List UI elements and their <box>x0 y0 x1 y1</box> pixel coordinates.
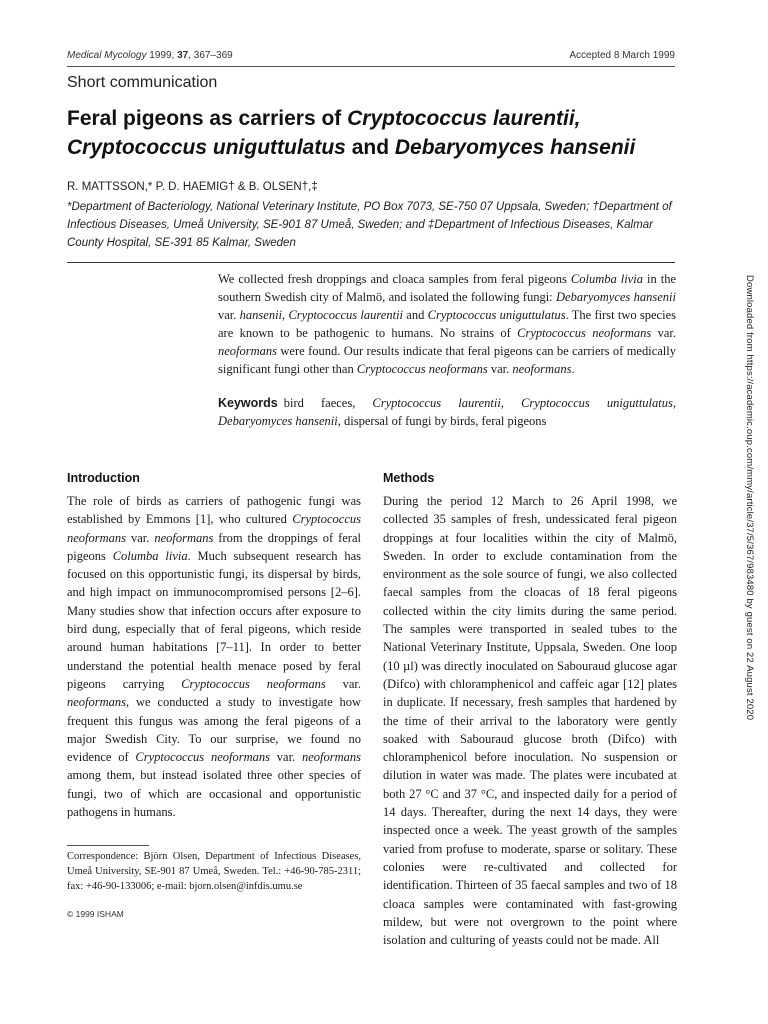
keyword-species: Cryptococcus uniguttulatus <box>521 396 673 410</box>
copyright: © 1999 ISHAM <box>67 909 124 919</box>
intro-text: from the droppings of feral pigeons <box>67 530 361 563</box>
abstract-species: hansenii <box>239 308 283 322</box>
intro-species: Cryptococcus neoformans <box>181 676 326 691</box>
intro-text: var. <box>269 750 302 765</box>
abstract-species: neoformans <box>218 344 278 358</box>
title-species: Debaryomyces hansenii <box>394 136 636 159</box>
keyword-text: , <box>672 396 676 410</box>
intro-text: The role of birds as carriers of pathogenic fungi was established by Emmons [1], who cultured <box>67 494 361 527</box>
abstract-text: var. <box>651 326 676 340</box>
abstract-species: Columba livia <box>570 272 643 286</box>
abstract-text: and <box>403 308 428 322</box>
intro-text: , we conducted a study to investigate how frequent this fungus was among the feral pigeons of a major Swedish City. To our surprise, we found no evidence of <box>67 695 361 765</box>
intro-species: neoformans <box>154 530 214 545</box>
abstract-text: , <box>282 308 289 322</box>
intro-species: Columba livia <box>112 548 188 563</box>
keyword-text: , dispersal of fungi by birds, feral pigeons <box>337 414 547 428</box>
journal-pages: , 367–369 <box>188 50 233 61</box>
journal-citation <box>67 50 233 61</box>
authors: R. MATTSSON,* P. D. HAEMIG† & B. OLSEN†,‡ <box>67 181 318 193</box>
abstract-species: Cryptococcus laurentii <box>288 308 404 322</box>
keyword-text: bird faeces, <box>283 396 373 410</box>
introduction-heading: Introduction <box>67 471 140 485</box>
journal-volume: 37 <box>177 50 189 61</box>
correspondence: Correspondence: Björn Olsen, Department of Infectious Diseases, Umeå University, SE-901 87 Umeå, Sweden. Tel.: +46-90-785-2311; fax: +46-90-133006; e-mail: bjorn.olsen@infdis.umu.se <box>67 851 361 892</box>
abstract-text: in the southern Swedish city of Malmö, and isolated the following fungi: <box>218 272 676 304</box>
abstract-species: Cryptococcus neoformans <box>517 326 652 340</box>
abstract-text: were found. Our results indicate that feral pigeons can be carriers of medically significant fungi other than <box>218 344 676 376</box>
intro-text: var. <box>325 676 362 691</box>
abstract-species: Debaryomyces hansenii <box>556 290 677 304</box>
intro-species: Cryptococcus neoformans <box>67 512 361 545</box>
introduction-body <box>67 492 361 821</box>
keywords <box>218 394 676 430</box>
accepted-date: Accepted 8 March 1999 <box>569 50 675 61</box>
abstract-species: Cryptococcus uniguttulatus <box>427 308 566 322</box>
journal-year: 1999, <box>146 50 178 61</box>
intro-text: among them, but instead isolated three other species of fungi, two of which are occasional and opportunistic pathogens in humans. <box>67 768 361 820</box>
intro-text: . Much subsequent research has focused on this opportunistic fungi, its dispersal by birds, and high impact on immunocompromised persons [2–6]. Many studies show that infection occurs after exposure to bird dung, especially that of feral pigeons, which reside around human habitations [7–11]. In order to better understand the potential health menace posed by feral pigeons carrying <box>67 548 361 691</box>
abstract-text: var. <box>218 308 240 322</box>
title-part: and <box>345 136 395 159</box>
keyword-text: , <box>500 396 522 410</box>
abstract-text: We collected fresh droppings and cloaca samples from feral pigeons <box>218 272 571 286</box>
abstract <box>218 270 676 378</box>
intro-species: Cryptococcus neoformans <box>135 750 270 765</box>
keyword-species: Cryptococcus laurentii <box>372 396 501 410</box>
methods-body: During the period 12 March to 26 April 1998, we collected 35 samples of fresh, undessicated feral pigeon droppings at four localities within the city of Malmö, Sweden. In order to exclude contamination from the environment as the sole source of fungi, we also collected faecal samples from the cloacas of 18 feral pigeons collected within the city limits during the same period. The samples were transported in sealed tubes to the National Veterinary Institute, Uppsala, Sweden. One loop (10 µl) was directly inoculated on Sabouraud glucose agar (Difco) with chloramphenicol and caffeic agar [12] plates in duplicate. If necessary, fresh samples that hardened by the time of their arrival to the laboratory were gently soaked with Sabouraud glucose broth (Difco) with chloramphenicol before inoculation. No suspension or dilution in water was made. The plates were incubated at both 27 °C and 37 °C, and inspected daily for a period of 14 days. Thereafter, during the next 14 days, they were inspected once a week. The yeast growth of the samples varied from profuse to moderate, sparse or solitary. These colonies were re-cultivated and collected for identification. Thirteen of 35 faecal samples and two of 18 cloaca samples were contaminated with fast-growing mildew, but were not overgrown to the point where isolation and culturing of yeasts could not be made. All <box>383 494 677 948</box>
abstract-species: neoformans <box>512 362 572 376</box>
intro-species: neoformans <box>301 750 361 765</box>
abstract-species: Cryptococcus neoformans <box>356 362 488 376</box>
keywords-label: Keywords <box>218 396 278 410</box>
title-species: Cryptococcus uniguttulatus <box>67 136 346 159</box>
header-rule <box>67 66 675 67</box>
title-species: Cryptococcus laurentii, <box>347 107 581 130</box>
title-rule <box>67 262 675 263</box>
abstract-text: var. <box>487 362 513 376</box>
section-type: Short communication <box>67 74 218 91</box>
title-part: Feral pigeons as carriers of <box>67 107 348 130</box>
intro-text: var. <box>126 530 155 545</box>
methods-heading: Methods <box>383 471 435 485</box>
article-title <box>67 104 707 162</box>
abstract-text: . The first two species are known to be pathogenic to humans. No strains of <box>218 308 676 340</box>
footnote-rule <box>67 845 149 846</box>
intro-species: neoformans <box>67 695 127 710</box>
keyword-species: Debaryomyces hansenii <box>218 414 338 428</box>
download-notice: Downloaded from https://academic.oup.com/mmy/article/37/5/367/983480 by guest on 22 August 2020 <box>744 275 755 721</box>
abstract-text: . <box>571 362 575 376</box>
affiliation: *Department of Bacteriology, National Veterinary Institute, PO Box 7073, SE-750 07 Uppsala, Sweden; †Department of Infectious Diseases, Umeå University, SE-901 87 Umeå, Sweden; and ‡Department of Infectious Diseases, Kalmar County Hospital, SE-391 85 Kalmar, Sweden <box>67 201 672 249</box>
journal-name: Medical Mycology <box>67 50 147 61</box>
